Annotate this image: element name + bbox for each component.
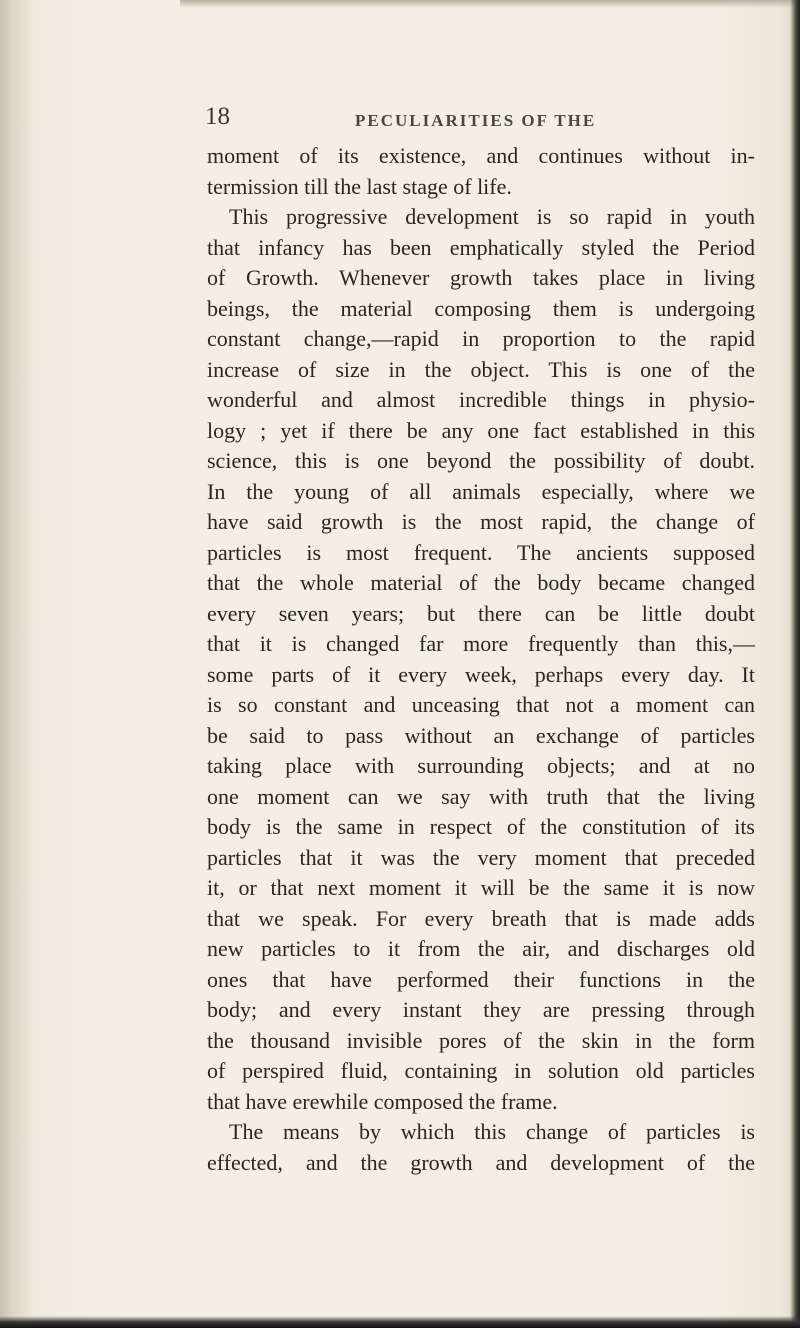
text-line: ones that have performed their functions in the — [207, 966, 755, 992]
text-line: termission till the last stage of life. — [207, 173, 512, 199]
running-head: PECULIARITIES OF THE — [355, 111, 597, 130]
text-line: that infancy has been emphatically styled the Period — [207, 234, 755, 260]
text-line: science, this is one beyond the possibility of doubt. — [207, 448, 755, 473]
text-line: be said to pass without an exchange of particles — [207, 722, 755, 748]
text-line: every seven years; but there can be little doubt — [207, 600, 755, 626]
text-line: body; and every instant they are pressing through — [207, 997, 755, 1022]
text-line: beings, the material composing them is undergoing — [207, 295, 755, 321]
page-header — [205, 102, 765, 138]
text-line: that we speak. For every breath that is made adds — [207, 905, 755, 931]
text-line: taking place with surrounding objects; and at no — [207, 753, 755, 778]
text-line: effected, and the growth and development of the — [207, 1149, 755, 1175]
body-text — [207, 141, 755, 1178]
text-line: it, or that next moment it will be the same it is now — [207, 875, 755, 900]
page-bottom-edge-shadow — [0, 1316, 800, 1328]
text-line: that have erewhile composed the frame. — [207, 1088, 558, 1114]
text-line: wonderful and almost incredible things in physio- — [207, 387, 755, 412]
text-line: This progressive development is so rapid in youth — [229, 204, 755, 229]
text-line: new particles to it from the air, and discharges old — [207, 936, 755, 961]
page-top-edge-shadow — [180, 0, 800, 8]
page-right-edge-shadow — [790, 0, 800, 1328]
text-line: the thousand invisible pores of the skin in the form — [207, 1027, 755, 1053]
text-line: The means by which this change of particles is — [229, 1119, 755, 1144]
text-line: increase of size in the object. This is one of the — [207, 356, 755, 382]
text-line: particles is most frequent. The ancients supposed — [207, 539, 755, 565]
text-line: have said growth is the most rapid, the change of — [207, 509, 755, 534]
text-line: body is the same in respect of the constitution of its — [207, 814, 755, 839]
text-line: particles that it was the very moment that preceded — [207, 844, 755, 870]
text-line: is so constant and unceasing that not a moment can — [207, 692, 755, 717]
page-number: 18 — [205, 103, 230, 130]
text-line: some parts of it every week, perhaps every day. It — [207, 661, 755, 687]
text-line: moment of its existence, and continues without in- — [207, 143, 755, 168]
page-left-edge-shadow — [0, 0, 34, 1328]
text-line: constant change,—rapid in proportion to the rapid — [207, 326, 755, 351]
text-line: one moment can we say with truth that the living — [207, 783, 755, 809]
text-line: that the whole material of the body became changed — [207, 570, 755, 595]
text-line: of Growth. Whenever growth takes place in living — [207, 265, 755, 290]
text-line: that it is changed far more frequently than this,— — [207, 631, 755, 656]
text-line: of perspired fluid, containing in solution old particles — [207, 1058, 755, 1083]
text-line: logy ; yet if there be any one fact established in this — [207, 417, 755, 443]
text-line: In the young of all animals especially, where we — [207, 478, 755, 504]
